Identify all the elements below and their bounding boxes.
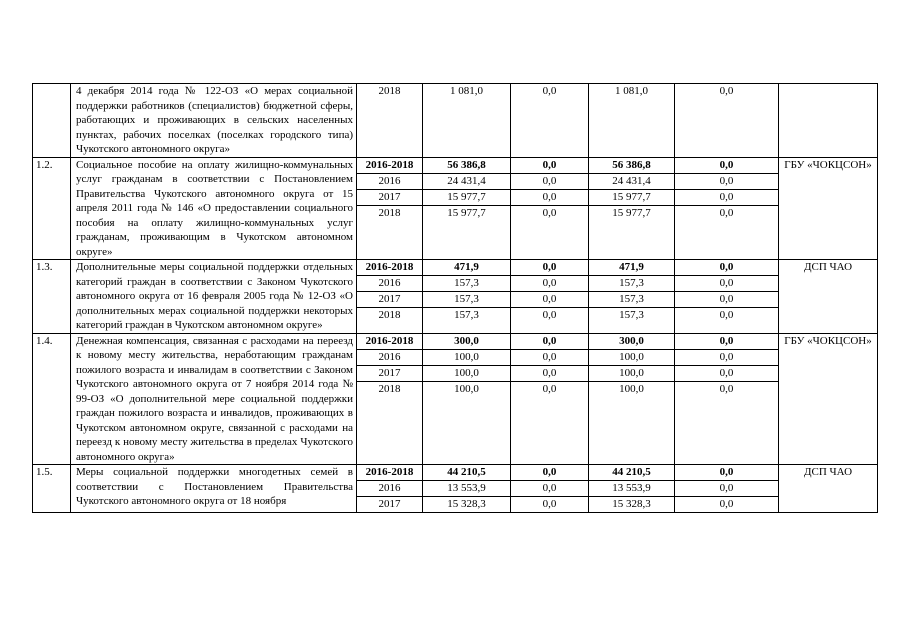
regional-cell: 56 386,8 — [612, 158, 651, 171]
other-cell: 0,0 — [675, 292, 778, 308]
measure-description: Социальное пособие на оплату жилищно-коммунальных услуг гражданам в соответствии с Постановлением Правительства Чукотского автономного округа от 15 апреля 2011 года № 146 «О предоставлении социального пособия на оплату жилищно-коммунальных услуг гражданам, проживающим в Чукотском автономном округе» — [71, 157, 357, 260]
total-cell: 100,0 — [423, 381, 510, 397]
other-column — [675, 465, 779, 513]
other-cell: 0,0 — [675, 189, 778, 205]
federal-cell: 0,0 — [511, 292, 588, 308]
sub-values — [511, 260, 588, 323]
other-cell: 0,0 — [675, 365, 778, 381]
regional-cell: 100,0 — [589, 381, 674, 397]
year-cell: 2017 — [357, 365, 422, 381]
other-cell: 0,0 — [675, 308, 778, 324]
other-cell: 0,0 — [719, 261, 734, 273]
year-column — [357, 333, 423, 465]
other-column — [675, 333, 779, 465]
regional-column — [589, 260, 675, 334]
sub-values — [675, 84, 778, 99]
total-column — [423, 333, 511, 465]
federal-column — [511, 260, 589, 334]
total-column — [423, 465, 511, 513]
regional-cell: 15 977,7 — [589, 189, 674, 205]
sub-values — [423, 84, 510, 99]
federal-cell: 0,0 — [511, 349, 588, 365]
total-cell: 157,3 — [423, 292, 510, 308]
sub-values — [675, 260, 778, 323]
total-cell: 1 081,0 — [450, 85, 483, 97]
regional-cell: 100,0 — [589, 349, 674, 365]
other-cell: 0,0 — [719, 466, 734, 478]
year-cell: 2016-2018 — [365, 261, 414, 273]
federal-column — [511, 157, 589, 260]
table-row — [33, 465, 878, 513]
federal-cell: 0,0 — [511, 173, 588, 189]
regional-cell: 15 977,7 — [589, 205, 674, 221]
other-cell: 0,0 — [675, 276, 778, 292]
federal-cell: 0,0 — [542, 334, 557, 347]
year-column — [357, 157, 423, 260]
total-cell: 157,3 — [423, 276, 510, 292]
other-cell: 0,0 — [675, 381, 778, 397]
sub-values — [589, 465, 674, 512]
sub-values — [357, 334, 422, 397]
federal-cell: 0,0 — [511, 481, 588, 497]
sub-values — [511, 84, 588, 99]
year-cell: 2016-2018 — [365, 466, 414, 478]
row-number — [33, 84, 71, 158]
federal-column — [511, 84, 589, 158]
regional-cell: 24 431,4 — [589, 173, 674, 189]
responsible-executor: ГБУ «ЧОКЦСОН» — [779, 333, 878, 465]
other-column — [675, 157, 779, 260]
sub-values — [589, 84, 674, 99]
regional-cell: 1 081,0 — [615, 85, 648, 97]
total-column — [423, 260, 511, 334]
regional-cell: 157,3 — [589, 276, 674, 292]
other-cell: 0,0 — [675, 481, 778, 497]
sub-values — [589, 158, 674, 221]
total-cell: 56 386,8 — [447, 158, 486, 171]
measure-description: Меры социальной поддержки многодетных семей в соответствии с Постановлением Правительства Чукотского автономного округа от 18 ноября — [71, 465, 357, 513]
other-cell: 0,0 — [675, 349, 778, 365]
table-body — [33, 84, 878, 513]
other-column — [675, 84, 779, 158]
year-cell: 2016 — [357, 173, 422, 189]
total-cell: 24 431,4 — [423, 173, 510, 189]
total-cell: 15 977,7 — [423, 205, 510, 221]
responsible-executor: ДСП ЧАО — [779, 465, 878, 513]
regional-cell: 157,3 — [589, 308, 674, 324]
total-cell: 44 210,5 — [447, 466, 486, 478]
federal-cell: 0,0 — [542, 158, 557, 171]
regional-cell: 471,9 — [619, 261, 644, 273]
federal-cell: 0,0 — [511, 205, 588, 221]
sub-values — [423, 158, 510, 221]
measure-description: 4 декабря 2014 года № 122-ОЗ «О мерах социальной поддержки работников (специалистов) бюджетной сферы, работающих и проживающих в сельских населенных пунктах, рабочих поселках (поселках городского типа) Чукотского автономного округа» — [71, 84, 357, 158]
total-column — [423, 84, 511, 158]
sub-values — [357, 84, 422, 99]
federal-cell: 0,0 — [511, 308, 588, 324]
federal-cell: 0,0 — [542, 85, 557, 97]
sub-values — [511, 158, 588, 221]
federal-column — [511, 465, 589, 513]
federal-cell: 0,0 — [511, 365, 588, 381]
regional-column — [589, 84, 675, 158]
total-cell: 15 977,7 — [423, 189, 510, 205]
other-cell: 0,0 — [719, 158, 734, 171]
other-cell: 0,0 — [675, 173, 778, 189]
other-cell: 0,0 — [719, 334, 734, 347]
sub-values — [357, 260, 422, 323]
other-column — [675, 260, 779, 334]
other-cell: 0,0 — [719, 85, 734, 97]
sub-values — [589, 334, 674, 397]
regional-cell: 100,0 — [589, 365, 674, 381]
year-column — [357, 465, 423, 513]
year-cell: 2018 — [357, 205, 422, 221]
total-cell: 300,0 — [454, 334, 479, 347]
year-cell: 2017 — [357, 189, 422, 205]
other-cell: 0,0 — [675, 497, 778, 513]
total-cell: 157,3 — [423, 308, 510, 324]
regional-cell: 300,0 — [619, 334, 644, 347]
sub-values — [423, 260, 510, 323]
year-cell: 2018 — [378, 85, 401, 97]
sub-values — [423, 465, 510, 512]
sub-values — [357, 465, 422, 512]
year-cell: 2017 — [357, 497, 422, 513]
year-column — [357, 260, 423, 334]
sub-values — [511, 334, 588, 397]
regional-column — [589, 465, 675, 513]
other-cell: 0,0 — [675, 205, 778, 221]
regional-column — [589, 157, 675, 260]
regional-cell: 157,3 — [589, 292, 674, 308]
total-column — [423, 157, 511, 260]
regional-column — [589, 333, 675, 465]
total-cell: 100,0 — [423, 365, 510, 381]
row-number: 1.5. — [33, 465, 71, 513]
total-cell: 13 553,9 — [423, 481, 510, 497]
year-column — [357, 84, 423, 158]
total-cell: 100,0 — [423, 349, 510, 365]
row-number: 1.2. — [33, 157, 71, 260]
federal-cell: 0,0 — [511, 276, 588, 292]
year-cell: 2016 — [357, 349, 422, 365]
year-cell: 2016 — [357, 481, 422, 497]
federal-cell: 0,0 — [511, 189, 588, 205]
regional-cell: 44 210,5 — [612, 466, 651, 478]
year-cell: 2016 — [357, 276, 422, 292]
year-cell: 2018 — [357, 381, 422, 397]
responsible-executor: ДСП ЧАО — [779, 260, 878, 334]
sub-values — [589, 260, 674, 323]
total-cell: 471,9 — [454, 261, 479, 273]
budget-table — [32, 83, 878, 513]
total-cell: 15 328,3 — [423, 497, 510, 513]
responsible-executor: ГБУ «ЧОКЦСОН» — [779, 157, 878, 260]
table-row — [33, 260, 878, 334]
table-row — [33, 84, 878, 158]
measure-description: Денежная компенсация, связанная с расходами на переезд к новому месту жительства, неработающим гражданам пожилого возраста и инвалидам в соответствии с Законом Чукотского автономного округа от 7 ноября 2014 года № 99-ОЗ «О дополнительной мере социальной поддержки граждан пожилого возраста и инвалидов, проживающих в Чукотском автономном округе, связанной с расходами на переезд к новому месту жительства в пределах Чукотского автономного округа» — [71, 333, 357, 465]
table-row — [33, 333, 878, 465]
table-row — [33, 157, 878, 260]
federal-cell: 0,0 — [511, 497, 588, 513]
sub-values — [511, 465, 588, 512]
year-cell: 2018 — [357, 308, 422, 324]
year-cell: 2016-2018 — [365, 158, 414, 171]
measure-description: Дополнительные меры социальной поддержки отдельных категорий граждан в соответствии с Законом Чукотского автономного округа от 16 февраля 2005 года № 12-ОЗ «О дополнительных мерах социальной поддержки некоторых категорий граждан в Чукотском автономном округе» — [71, 260, 357, 334]
sub-values — [675, 334, 778, 397]
sub-values — [423, 334, 510, 397]
sub-values — [357, 158, 422, 221]
year-cell: 2017 — [357, 292, 422, 308]
federal-column — [511, 333, 589, 465]
regional-cell: 15 328,3 — [589, 497, 674, 513]
year-cell: 2016-2018 — [365, 334, 414, 347]
federal-cell: 0,0 — [511, 381, 588, 397]
regional-cell: 13 553,9 — [589, 481, 674, 497]
sub-values — [675, 465, 778, 512]
federal-cell: 0,0 — [542, 261, 557, 273]
sub-values — [675, 158, 778, 221]
federal-cell: 0,0 — [542, 466, 557, 478]
responsible-executor — [779, 84, 878, 158]
row-number: 1.4. — [33, 333, 71, 465]
row-number: 1.3. — [33, 260, 71, 334]
